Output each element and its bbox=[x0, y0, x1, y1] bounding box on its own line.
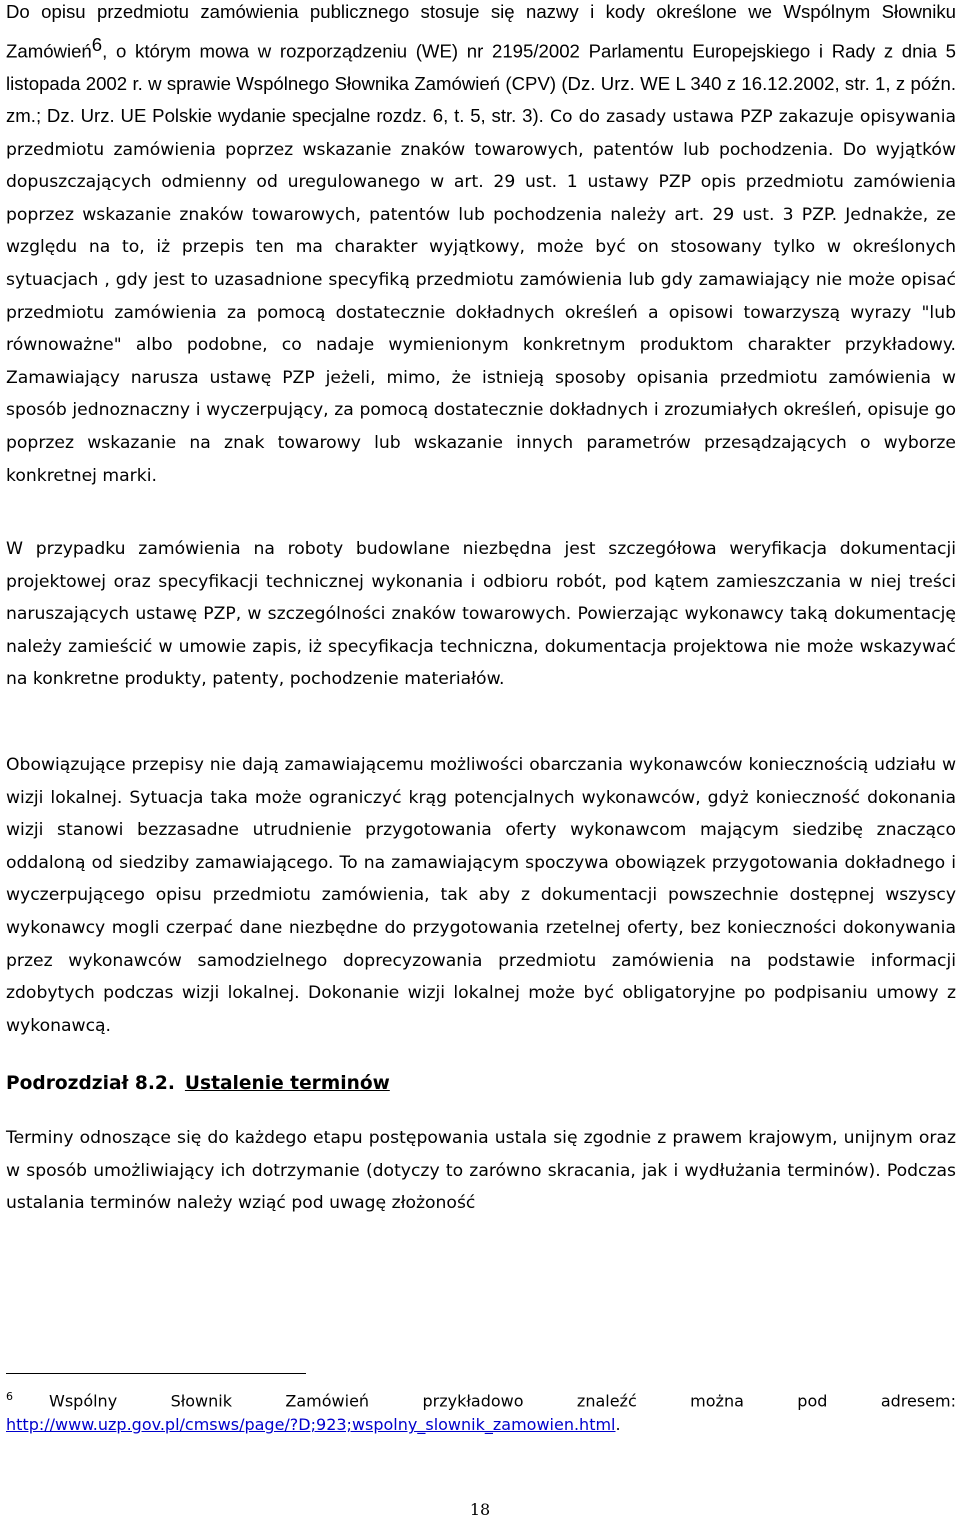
footnote-separator bbox=[6, 1373, 306, 1374]
paragraph-cpv-body-text: Co do zasady ustawa PZP zakazuje opisywania przedmiotu zamówienia poprzez wskazanie znaków towarowych, patentów lub pochodzenia. Do wyjątków dopuszczających odmienny od uregulowanego w art. 29 ust. 1 ustawy PZP opis przedmiotu zamówienia poprzez wskazanie znaków towarowych, patentów lub pochodzenia należy art. 29 ust. 3 PZP. Jednakże, ze względu na to, iż przepis ten ma charakter wyjątkowy, może być on stosowany tylko w określonych sytuacjach , gdy jest to uzasadnione specyfiką przedmiotu zamówienia lub gdy zamawiający nie może opisać przedmiotu zamówienia za pomocą dostatecznie dokładnych określeń a opisowi towarzyszą wyrazy "lub równoważne" albo podobne, co nadaje wymienionym konkretnym produktom charakter przykładowy. Zamawiający narusza ustawę PZP jeżeli, mimo, że istnieją sposoby opisania przedmiotu zamówienia w sposób jednoznaczny i wyczerpujący, za pomocą dostatecznie dokładnych i zrozumiałych określeń, opisuje go poprzez wskazanie na znak towarowy lub wskazanie innych parametrów przesądzających o wyborze konkretnej marki. bbox=[6, 107, 956, 486]
page-number: 18 bbox=[469, 1500, 491, 1519]
footnote-link[interactable]: http://www.uzp.gov.pl/cmsws/page/?D;923;wspolny_slownik_zamowien.html bbox=[6, 1415, 616, 1435]
footnote-reference[interactable]: 6 bbox=[91, 33, 103, 55]
paragraph-roboty-budowlane: W przypadku zamówienia na roboty budowlane niezbędna jest szczegółowa weryfikacja dokumentacji projektowej oraz specyfikacji technicznej wykonania i odbioru robót, pod kątem zamieszczania w niej treści naruszających ustawę PZP, w szczególności znaków towarowych. Powierzając wykonawcy taką dokumentację należy zamieścić w umowie zapis, iż specyfikacja techniczna, dokumentacja projektowa nie może wskazywać na konkretne produkty, patenty, pochodzenie materiałów. bbox=[6, 539, 956, 690]
footnote bbox=[6, 1385, 956, 1437]
footnote-first-line bbox=[6, 1385, 956, 1413]
paragraph-cpv bbox=[6, 0, 956, 492]
footnote-text: Wspólny Słownik Zamówień przykładowo znaleźć można pod adresem: bbox=[49, 1391, 956, 1411]
section-number: Podrozdział 8.2. bbox=[6, 1073, 175, 1094]
footnote-number: 6 bbox=[6, 1390, 13, 1403]
section-title: Ustalenie terminów bbox=[184, 1073, 390, 1094]
footnote-trailing: . bbox=[615, 1415, 621, 1435]
paragraph-terminy: Terminy odnoszące się do każdego etapu postępowania ustala się zgodnie z prawem krajowym, unijnym oraz w sposób umożliwiający ich dotrzymanie (dotyczy to zarówno skracania, jak i wydłużania terminów). Podczas ustalania terminów należy wziąć pod uwagę złożoność bbox=[6, 1128, 956, 1214]
paragraph-cpv-sans-text-a: Do opisu przedmiotu zamówienia publicznego stosuje się nazwy i kody określone we Wspólnym Słowniku Zamówień bbox=[6, 1, 956, 61]
paragraph-wizja-lokalna: Obowiązujące przepisy nie dają zamawiającemu możliwości obarczania wykonawców koniecznością udziału w wizji lokalnej. Sytuacja taka może ograniczyć krąg potencjalnych wykonawców, gdyż konieczność dokonania wizji stanowi bezzasadne utrudnienie przygotowania oferty wykonawcom mającym siedzibę znacząco oddaloną od siedziby zamawiającego. To na zamawiającym spoczywa obowiązek przygotowania dokładnego i wyczerpującego opisu przedmiotu zamówienia, tak aby z dokumentacji powszechnie dostępnej wszyscy wykonawcy mogli czerpać dane niezbędne do przygotowania rzetelnej oferty, bez konieczności dokonywania przez wykonawców samodzielnego doprecyzowania przedmiotu zamówienia na podstawie informacji zdobytych podczas wizji lokalnej. Dokonanie wizji lokalnej może być obligatoryjne po podpisaniu umowy z wykonawcą. bbox=[6, 755, 956, 1036]
paragraph-cpv-sans-text-b: , o którym mowa w rozporządzeniu (WE) nr 2195/2002 Parlamentu Europejskiego i Rady z dnia 5 listopada 2002 r. w sprawie Wspólnego Słownika Zamówień (CPV) (Dz. Urz. WE L 340 z 16.12.2002, str. 1, z późn. zm.; Dz. Urz. UE Polskie wydanie specjalne rozdz. 6, t. 5, str. 3). bbox=[6, 39, 956, 127]
section-heading bbox=[6, 1068, 390, 1100]
